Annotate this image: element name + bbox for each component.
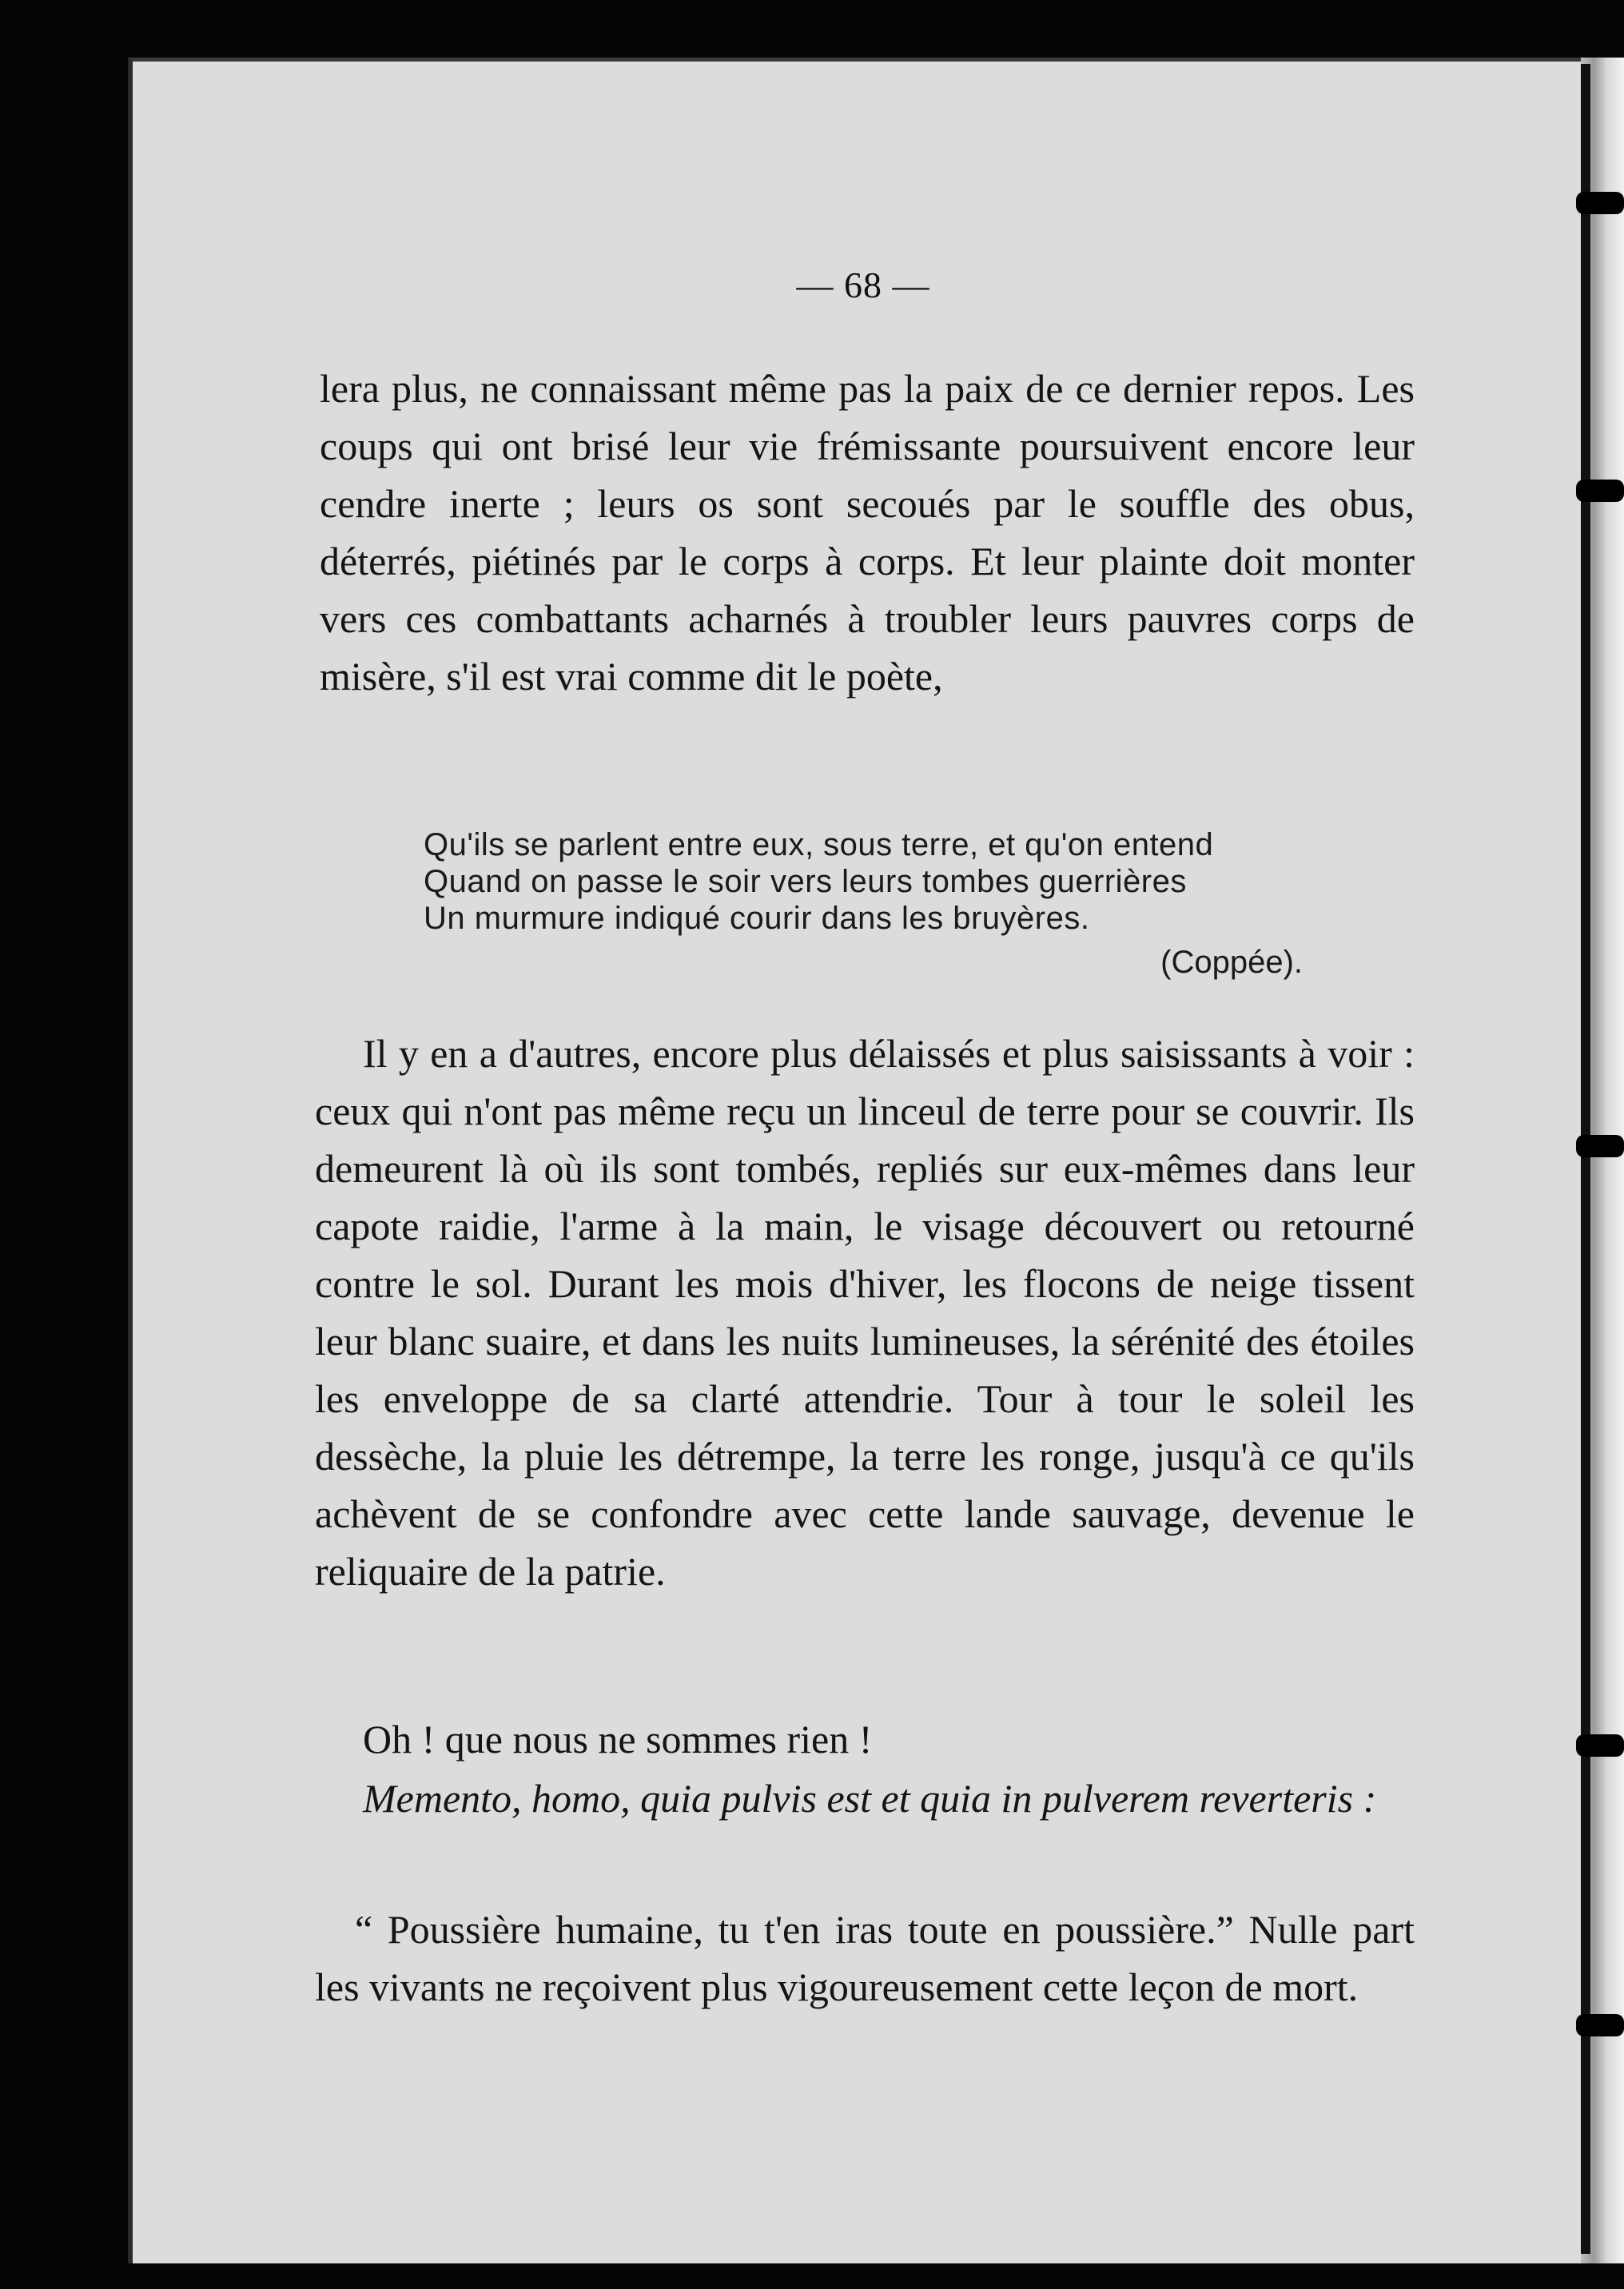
verse-quote	[424, 826, 1327, 937]
paragraph-3: Oh ! que nous ne sommes rien !	[363, 1717, 873, 1762]
verse-line: Quand on passe le soir vers leurs tombes guerrières	[424, 864, 1187, 899]
latin-quote: Memento, homo, quia pulvis est et quia in pulverem reverteris :	[363, 1776, 1377, 1821]
binding-stitch	[1576, 1135, 1624, 1157]
binding-stitch	[1576, 2014, 1624, 2036]
binding-stitch	[1576, 1734, 1624, 1757]
binding-edge	[1581, 64, 1590, 2254]
binding-stitch	[1576, 192, 1624, 214]
verse-line: Un murmure indiqué courir dans les bruyères.	[424, 901, 1090, 936]
page-number: — 68 —	[796, 265, 930, 305]
paragraph-5: “ Poussière humaine, tu t'en iras toute en poussière.” Nulle part les vivants ne reçoivent plus vigoureusement cette leçon de mort.	[315, 1907, 1415, 2009]
verse-attribution: (Coppée).	[1160, 945, 1303, 980]
binding-stitch	[1576, 480, 1624, 502]
paragraph-2: Il y en a d'autres, encore plus délaissés et plus saisissants à voir : ceux qui n'ont pas même reçu un linceul de terre pour se couvrir. Ils demeurent là où ils sont tombés, repliés sur eux-mêmes dans leur capote raidie, l'arme à la main, le visage découvert ou retourné contre le sol. Durant les mois d'hiver, les flocons de neige tissent leur blanc suaire, et dans les nuits lumineuses, la sérénité des étoiles les enveloppe de sa clarté attendrie. Tour à tour le soleil les dessèche, la pluie les détrempe, la terre les ronge, jusqu'à ce qu'ils achèvent de se confondre avec cette lande sauvage, devenue le reliquaire de la patrie.	[315, 1031, 1415, 1594]
verse-line: Qu'ils se parlent entre eux, sous terre, et qu'on entend	[424, 827, 1214, 862]
paragraph-1: lera plus, ne connaissant même pas la paix de ce dernier repos. Les coups qui ont brisé leur vie frémissante poursuivent encore leur cendre inerte ; leurs os sont secoués par le souffle des obus, déterrés, piétinés par le corps à corps. Et leur plainte doit monter vers ces combattants acharnés à troubler leurs pauvres corps de misère, s'il est vrai comme dit le poète,	[320, 366, 1415, 699]
